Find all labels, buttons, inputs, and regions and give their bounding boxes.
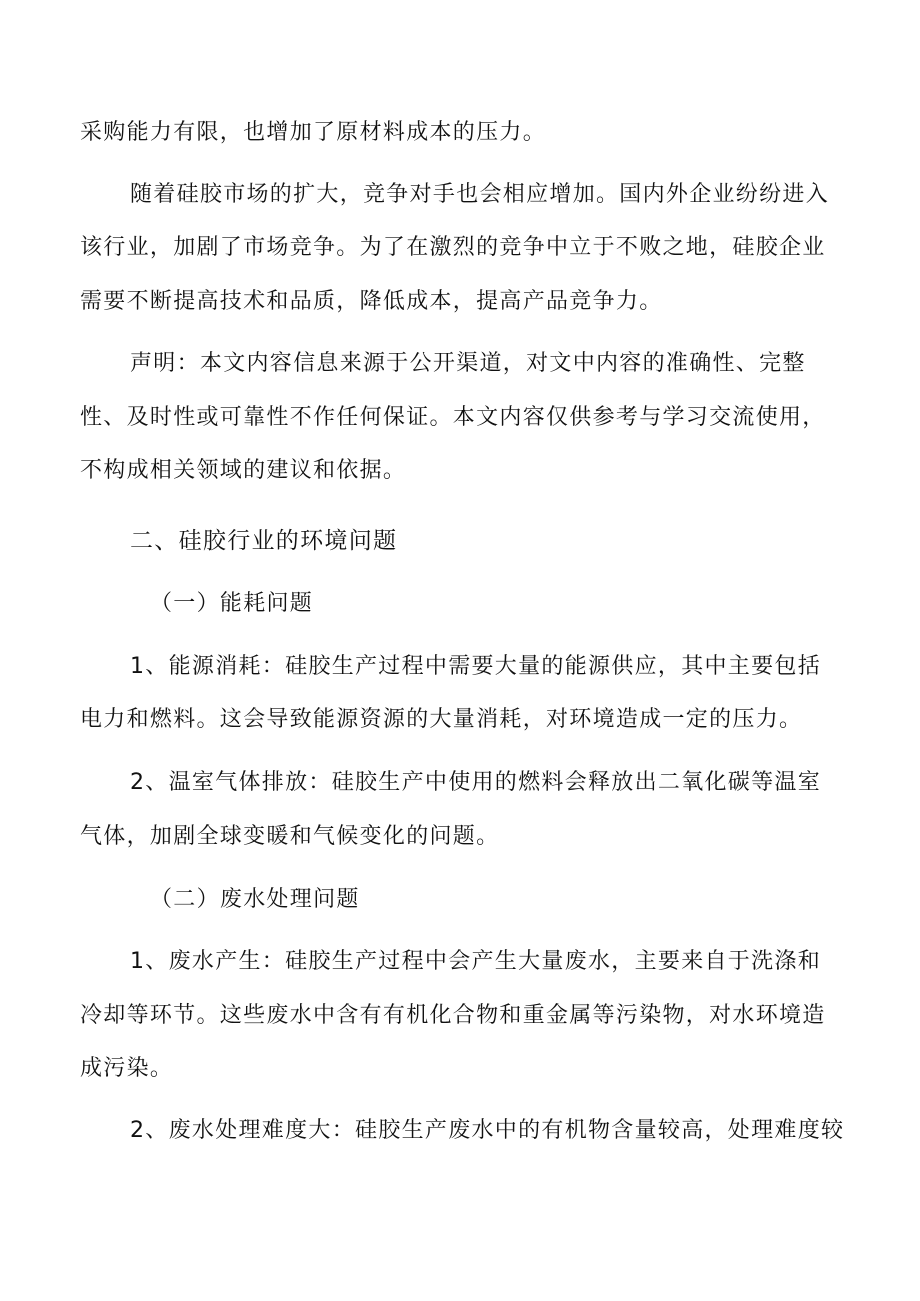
paragraph-line: 1、废水产生：硅胶生产过程中会产生大量废水，主要来自于洗涤和 (130, 949, 821, 974)
subsection-heading-energy: （一）能耗问题 (150, 591, 314, 616)
paragraph-line: 1、能源消耗：硅胶生产过程中需要大量的能源供应，其中主要包括 (130, 654, 821, 679)
section-heading: 二、硅胶行业的环境问题 (130, 528, 398, 554)
disclaimer-line: 性、及时性或可靠性不作任何保证。本文内容仅供参考与学习交流使用， (80, 405, 826, 430)
paragraph-line: 成污染。 (80, 1056, 174, 1081)
paragraph-line: 2、温室气体排放：硅胶生产中使用的燃料会释放出二氧化碳等温室 (130, 770, 821, 795)
paragraph-line: 气体，加剧全球变暖和气候变化的问题。 (80, 824, 500, 849)
paragraph-line: 冷却等环节。这些废水中含有有机化合物和重金属等污染物，对水环境造 (80, 1003, 826, 1028)
paragraph-line: 2、废水处理难度大：硅胶生产废水中的有机物含量较高，处理难度较 (130, 1118, 845, 1143)
paragraph-line: 该行业，加剧了市场竞争。为了在激烈的竞争中立于不败之地，硅胶企业 (80, 235, 826, 260)
subsection-heading-wastewater: （二）废水处理问题 (150, 887, 360, 912)
disclaimer-line: 声明：本文内容信息来源于公开渠道，对文中内容的准确性、完整 (130, 351, 806, 376)
disclaimer-line: 不构成相关领域的建议和依据。 (80, 458, 407, 483)
paragraph-line: 需要不断提高技术和品质，降低成本，提高产品竞争力。 (80, 289, 663, 314)
paragraph-line: 采购能力有限，也增加了原材料成本的压力。 (80, 120, 547, 145)
paragraph-line: 电力和燃料。这会导致能源资源的大量消耗，对环境造成一定的压力。 (80, 707, 803, 732)
paragraph-line: 随着硅胶市场的扩大，竞争对手也会相应增加。国内外企业纷纷进入 (130, 182, 830, 207)
